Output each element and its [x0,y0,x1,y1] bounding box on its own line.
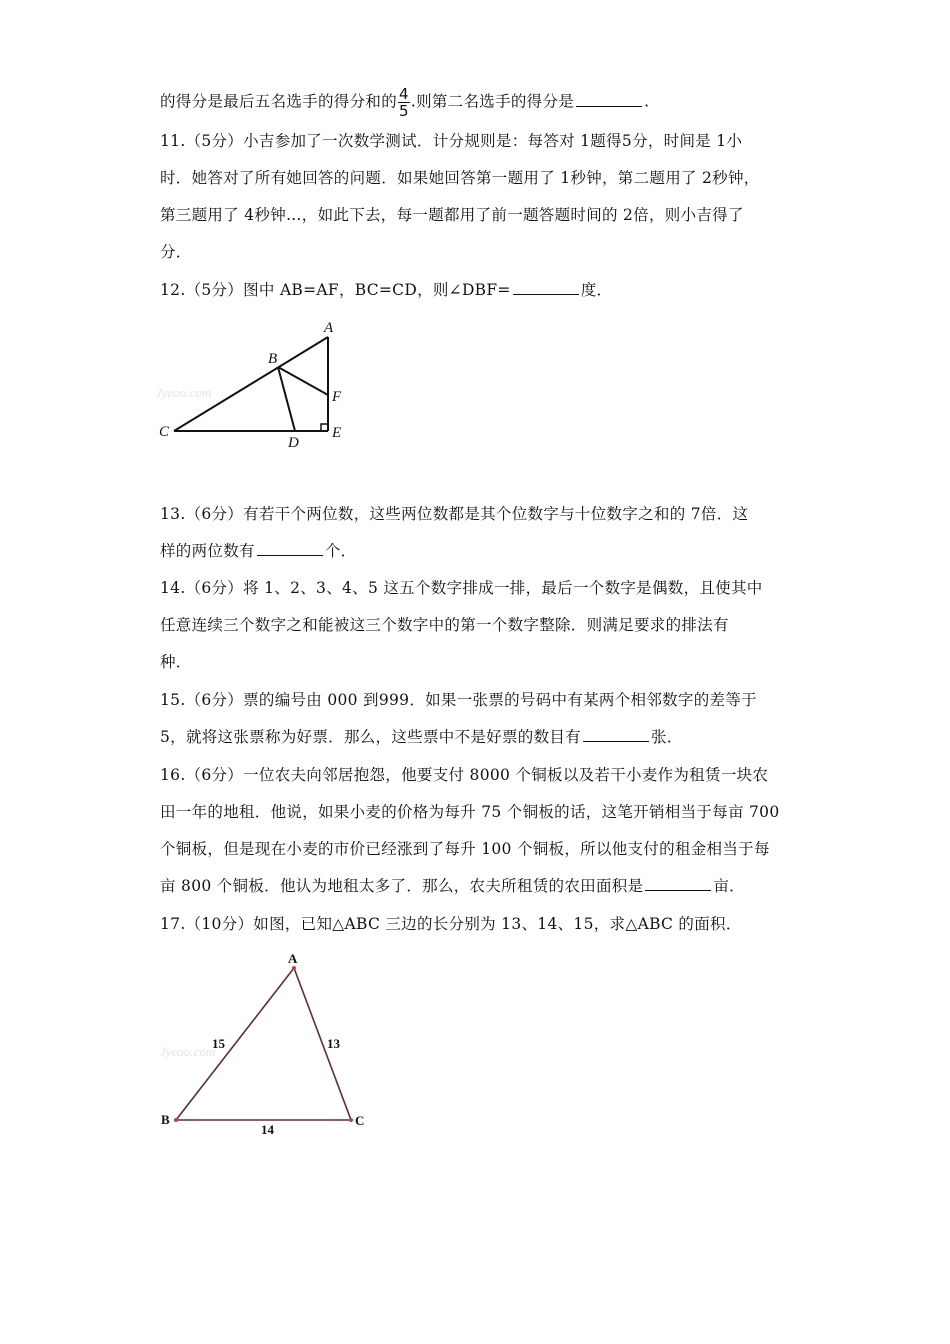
q14-line-2: 任意连续三个数字之和能被这三个数字中的第一个数字整除．则满足要求的排法有 [160,616,729,634]
q15-line-1: 15.（6分）票的编号由 000 到999．如果一张票的号码中有某两个相邻数字的差等于 [160,691,757,709]
label-A: A [324,320,334,336]
q15-text-after: 张． [650,728,683,746]
label-D: D [288,435,299,451]
q10-end: . [644,92,650,111]
q10-line [160,86,649,119]
label-C: C [355,1113,365,1128]
q12-text-after: 度． [580,281,613,299]
label-B: B [268,351,278,367]
q17-line-1: 17.（10分）如图，已知△ABC 三边的长分别为 13、14、15，求△ABC 的面积． [160,915,742,933]
figure-watermark: Jyeoo.com [160,1044,216,1059]
answer-blank[interactable] [576,92,642,107]
q14-line-1: 14.（6分）将 1、2、3、4、5 这五个数字排成一排，最后一个数字是偶数，且使其中 [160,579,763,597]
q12-text-before: 12.（5分）图中 AB=AF，BC=CD，则∠DBF= [160,281,511,299]
figure-watermark: Jyeoo.com [156,385,212,400]
label-A: A [288,951,298,966]
q17-figure [155,948,385,1143]
answer-blank[interactable] [257,541,323,556]
segment-BD [278,367,295,431]
q11-line-2: 时．她答对了所有她回答的问题．如果她回答第一题用了 1秒钟，第二题用了 2秒钟， [160,169,760,187]
q16-text-before: 亩 800 个铜板．他认为地租太多了．那么，农夫所租赁的农田面积是 [160,877,644,895]
side-AC-length: 13 [327,1036,340,1051]
q16-text-after: 亩． [713,877,745,895]
q13-line-2 [160,541,356,561]
vertex-B [174,1118,178,1122]
q12-figure [150,315,370,455]
q16-line-4 [160,876,745,896]
q10-fraction [398,86,410,119]
q11-line-1: 11.（5分）小吉参加了一次数学测试．计分规则是：每答对 1题得5分，时间是 1小 [160,132,743,150]
answer-blank[interactable] [513,280,579,295]
label-E: E [332,425,342,441]
q15-line-2 [160,727,683,747]
answer-blank[interactable] [583,727,649,742]
q16-line-2: 田一年的地租．他说，如果小麦的价格为每升 75 个铜板的话，这笔开销相当于每亩 700 [160,803,780,821]
fraction-numerator: 4 [399,85,409,103]
segment-BF [278,367,328,395]
q11-line-3: 第三题用了 4秒钟…，如此下去，每一题都用了前一题答题时间的 2倍，则小吉得了 [160,206,744,224]
vertex-A [292,966,296,970]
q13-line-1: 13.（6分）有若干个两位数，这些两位数都是其个位数字与十位数字之和的 7倍．这 [160,505,749,523]
q16-line-3: 个铜板，但是现在小麦的市价已经涨到了每升 100 个铜板，所以他支付的租金相当于每 [160,840,770,858]
right-angle-mark [321,424,328,431]
q10-text-after: .则第二名选手的得分是 [410,92,575,111]
q11-line-4: 分． [160,243,192,261]
side-AB-length: 15 [212,1036,225,1051]
label-C: C [159,424,170,440]
q10-text-before: 的得分是最后五名选手的得分和的 [160,92,398,111]
q15-text-before: 5，就将这张票称为好票．那么，这些票中不是好票的数目有 [160,728,581,746]
side-BC-length: 14 [261,1122,274,1137]
fraction-denominator: 5 [399,102,409,120]
label-F: F [332,389,342,405]
vertex-C [349,1118,353,1122]
q16-line-1: 16.（6分）一位农夫向邻居抱怨，他要支付 8000 个铜板以及若干小麦作为租赁一块农 [160,766,769,784]
q13-text-after: 个． [324,542,357,560]
q14-line-3: 种． [160,653,192,671]
q12-line [160,280,612,300]
answer-blank[interactable] [645,876,711,891]
segment-CA [174,337,328,431]
q13-text-before: 样的两位数有 [160,542,255,560]
label-B: B [161,1112,170,1127]
